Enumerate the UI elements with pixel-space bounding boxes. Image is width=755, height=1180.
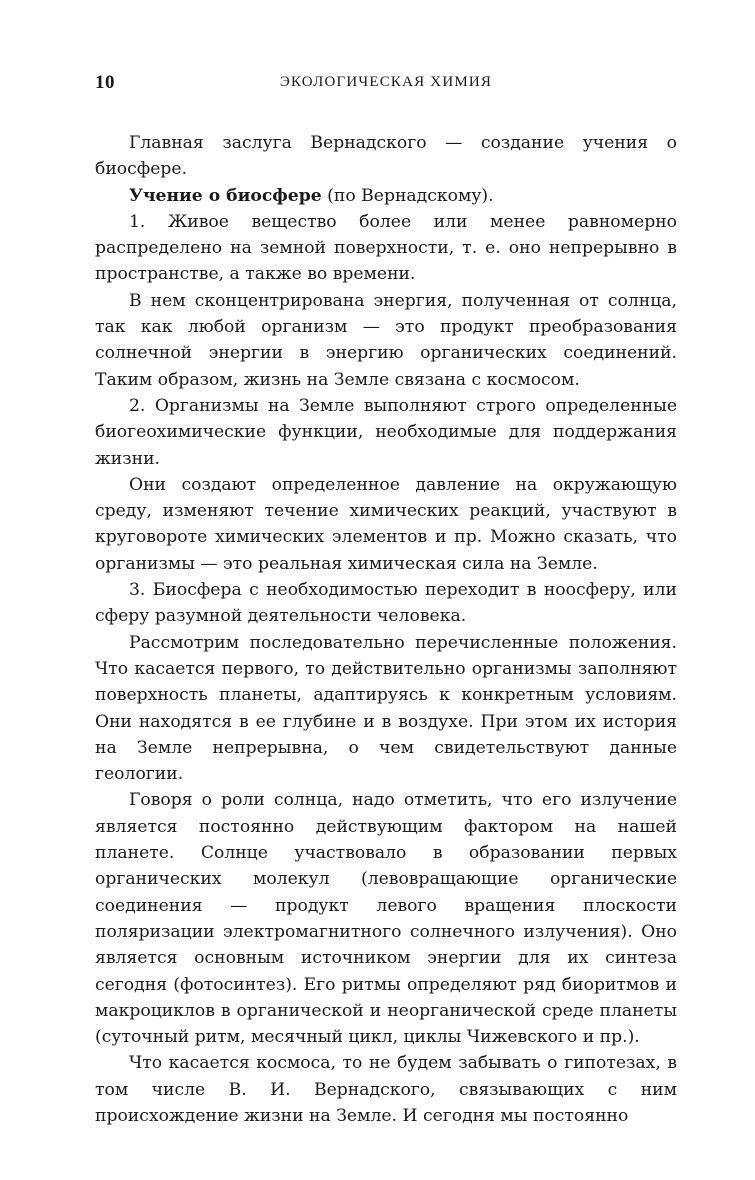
- paragraph: [95, 630, 677, 788]
- paragraph: [95, 209, 677, 288]
- paragraph-text: (по Вернадскому).: [321, 185, 494, 206]
- page-number: 10: [95, 72, 115, 93]
- paragraph-text: Рассмотрим последовательно перечисленные положения. Что касается первого, то действительно организмы заполняют поверхность планеты, адаптируясь к конкретным условиям. Они находятся в ее глубине и в воздухе. При этом их история на Земле непрерывна, о чем свидетельствуют данные геологии.: [95, 632, 677, 785]
- running-head-title: ЭКОЛОГИЧЕСКАЯ ХИМИЯ: [279, 74, 493, 90]
- paragraph-text: 1. Живое вещество более или менее равномерно распределено на земной поверхности, т. е. оно непрерывно в пространстве, а также во времени.: [95, 211, 677, 285]
- paragraph: [95, 183, 677, 209]
- paragraph-text: В нем сконцентрирована энергия, полученная от солнца, так как любой организм — это продукт преобразования солнечной энергии в энергию органических соединений. Таким образом, жизнь на Земле связана с космосом.: [95, 290, 677, 390]
- paragraph: [95, 130, 677, 183]
- paragraph-text: 3. Биосфера с необходимостью переходит в ноосферу, или сферу разумной деятельности человека.: [95, 580, 677, 627]
- paragraph: [95, 577, 677, 630]
- paragraph: [95, 393, 677, 472]
- paragraph: [95, 472, 677, 577]
- running-head: [95, 72, 677, 98]
- paragraph-text: Главная заслуга Вернадского — создание учения о биосфере.: [95, 133, 677, 180]
- paragraph-text: 2. Организмы на Земле выполняют строго определенные биогеохимические функции, необходимые для поддержания жизни.: [95, 395, 677, 469]
- paragraph-text: Говоря о роли солнца, надо отметить, что его излучение является постоянно действующим фактором на нашей планете. Солнце участвовало в образовании первых органических молекул (левовращающие органические соединения — продукт левого вращения плоскости поляризации электромагнитного солнечного излучения). Оно является основным источником энергии для их синтеза сегодня (фотосинтез). Его ритмы определяют ряд биоритмов и макроциклов в органической и неорганической среде планеты (суточный ритм, месячный цикл, циклы Чижевского и пр.).: [95, 790, 677, 1048]
- body-text: [95, 130, 677, 1129]
- section-heading: Учение о биосфере: [129, 185, 322, 206]
- paragraph-text: Они создают определенное давление на окружающую среду, изменяют течение химических реакций, участвуют в круговороте химических элементов и пр. Можно сказать, что организмы — это реальная химическая сила на Земле.: [95, 474, 677, 574]
- paragraph: [95, 288, 677, 393]
- paragraph: [95, 787, 677, 1050]
- paragraph: [95, 1050, 677, 1129]
- paragraph-text: Что касается космоса, то не будем забывать о гипотезах, в том числе В. И. Вернадского, связывающих с ним происхождение жизни на Земле. И сегодня мы постоянно: [95, 1053, 677, 1126]
